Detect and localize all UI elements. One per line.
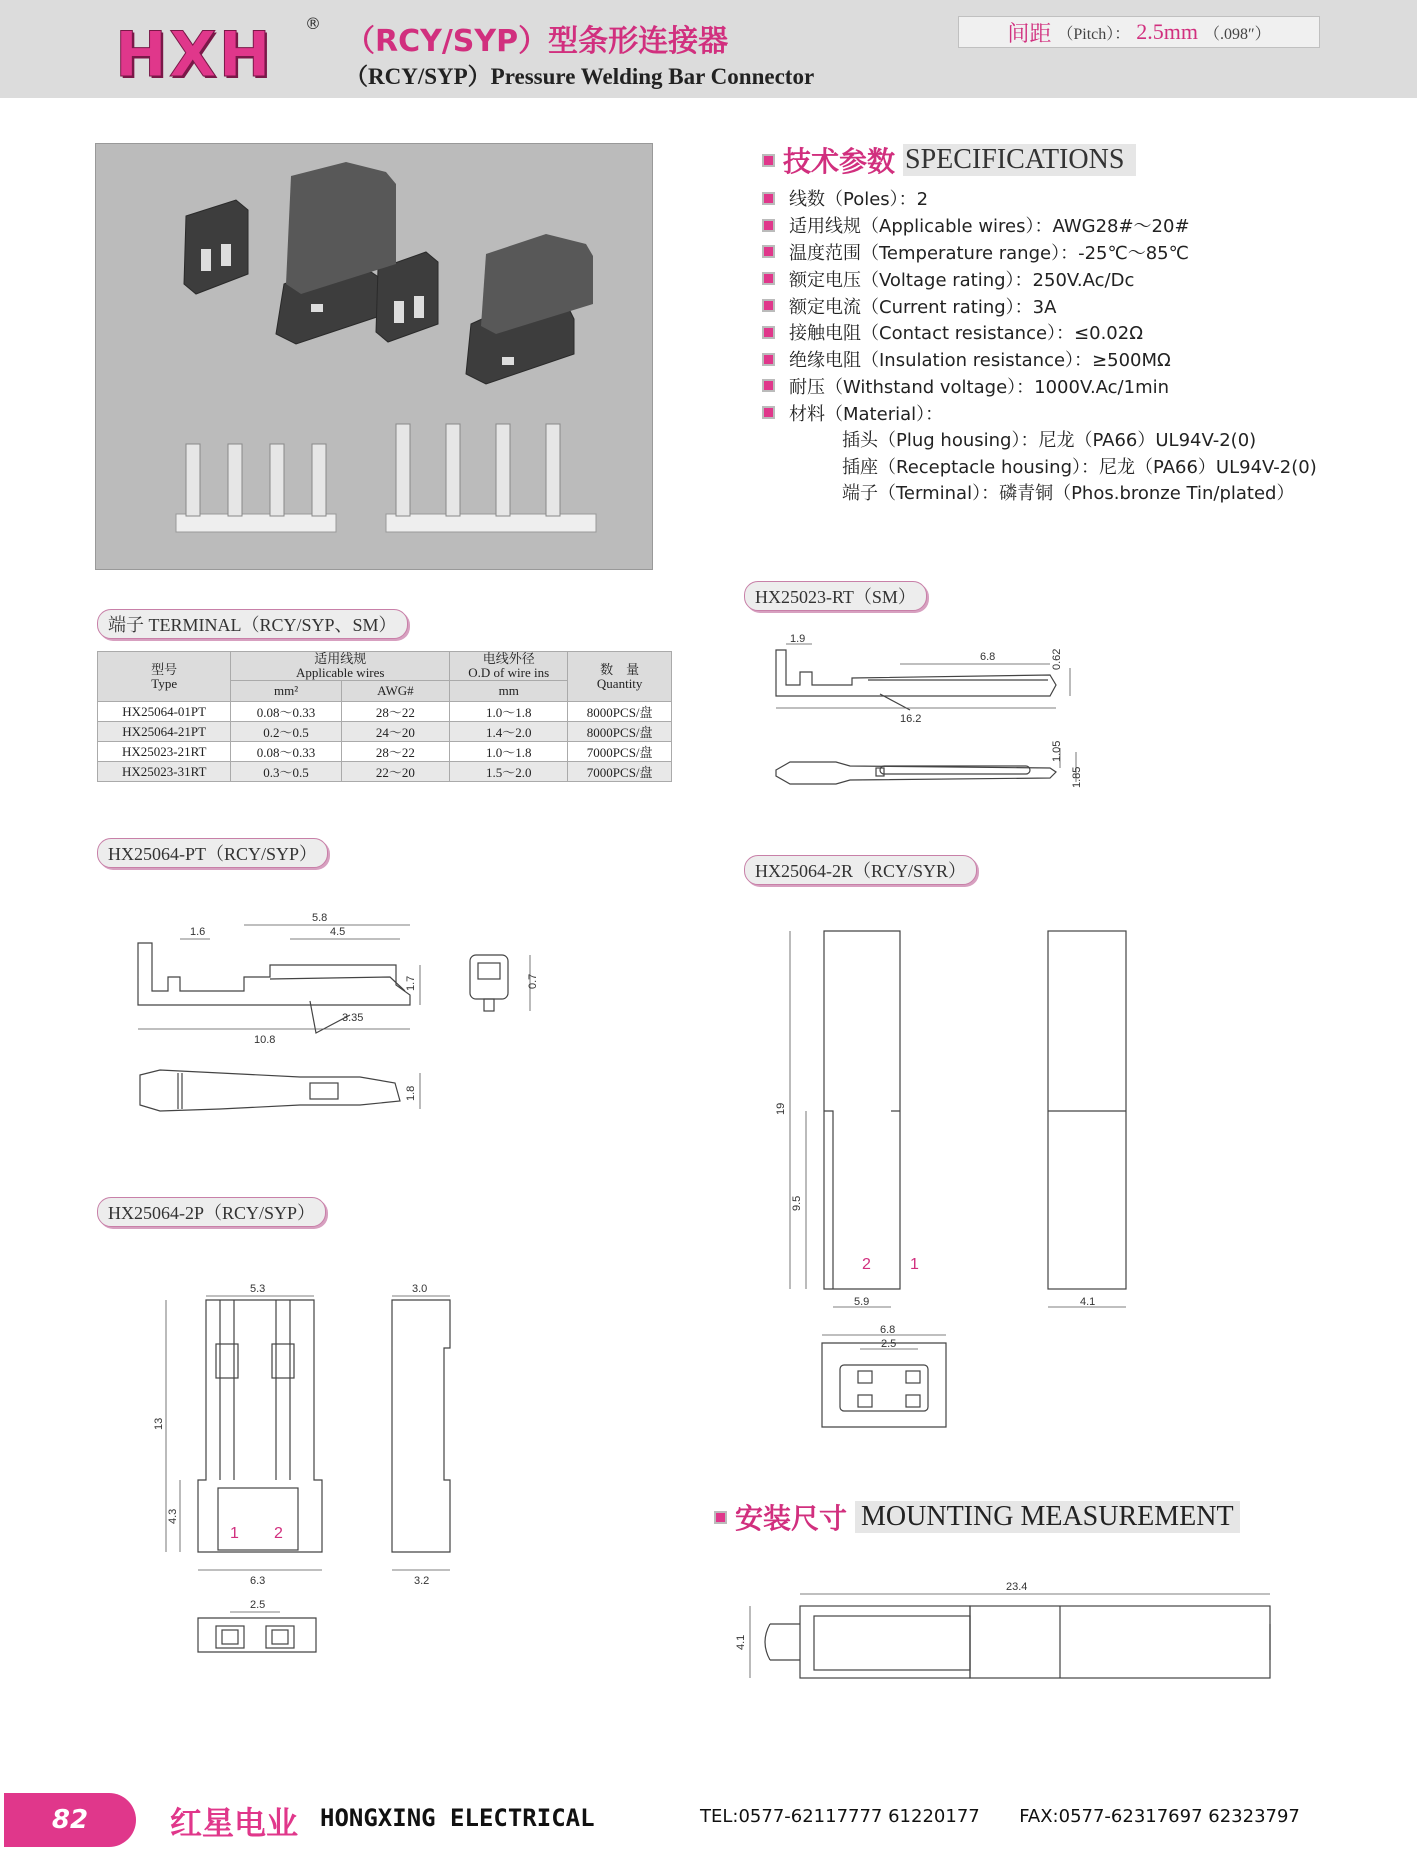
bullet-icon xyxy=(762,299,775,312)
spec-title-cn: 技术参数 xyxy=(783,145,896,178)
material-plug: 插头（Plug housing）：尼龙（PA66）UL94V-2(0) xyxy=(842,430,1257,451)
dim-mount-2: 4.1 xyxy=(735,1634,747,1650)
registered-mark: ® xyxy=(305,14,321,33)
mount-title-en: MOUNTING MEASUREMENT xyxy=(855,1501,1240,1533)
dim-2p-4: 4.3 xyxy=(167,1508,179,1524)
bullet-icon xyxy=(762,406,775,419)
spec-row xyxy=(762,346,1190,373)
dim-2r-1: 19 xyxy=(775,1102,787,1115)
spec-row xyxy=(762,185,1190,212)
dim-rt-1: 1.9 xyxy=(790,633,806,645)
table-row: HX25064-01PT 0.08～0.33 28～22 1.0～1.8 8000PCS/盘 xyxy=(98,702,672,722)
dim-rt-4: 16.2 xyxy=(900,713,922,725)
dim-rt-6: 1.85 xyxy=(1071,766,1083,788)
bullet-icon xyxy=(762,192,775,205)
bullet-icon xyxy=(762,379,775,392)
th-qty: 数 量 Quantity xyxy=(568,652,672,702)
dim-pt-2: 1.6 xyxy=(190,926,206,938)
spec-row xyxy=(762,319,1190,346)
drawing-2r xyxy=(770,925,1140,1455)
spec-text: 绝缘电阻（Insulation resistance）：≥500MΩ xyxy=(789,350,1171,372)
th-type: 型号 Type xyxy=(98,652,231,702)
pin-1-label: 1 xyxy=(910,1256,919,1273)
dim-pt-6: 3.35 xyxy=(342,1012,364,1024)
dim-2r-6: 2.5 xyxy=(881,1338,897,1350)
drawing-pt xyxy=(120,905,560,1145)
pin-1-label: 1 xyxy=(230,1525,239,1542)
spec-row xyxy=(762,399,1190,426)
material-terminal: 端子（Terminal）：磷青铜（Phos.bronze Tin/plated） xyxy=(842,483,1295,504)
dim-2r-3: 5.9 xyxy=(854,1296,870,1308)
spec-title-en: SPECIFICATIONS xyxy=(903,144,1136,176)
brand-logo: HXH xyxy=(115,18,273,91)
dim-pt-1: 5.8 xyxy=(312,912,328,924)
spec-row xyxy=(762,212,1190,239)
pitch-inch: （.098″） xyxy=(1203,25,1271,43)
spec-text: 材料（Material）： xyxy=(789,403,944,425)
dim-2p-1: 5.3 xyxy=(250,1283,266,1295)
dim-rt-2: 6.8 xyxy=(980,651,996,663)
spec-row xyxy=(762,239,1190,266)
spec-title xyxy=(762,140,1136,180)
dim-2p-3: 13 xyxy=(153,1417,165,1430)
dim-rt-3: 0.62 xyxy=(1051,648,1063,670)
material-receptacle: 插座（Receptacle housing）：尼龙（PA66）UL94V-2(0) xyxy=(842,456,1317,478)
table-row: HX25023-31RT 0.3～0.5 22～20 1.5～2.0 7000PCS/盘 xyxy=(98,762,672,782)
material-list xyxy=(842,426,1317,506)
spec-text: 适用线规（Applicable wires）：AWG28#～20# xyxy=(789,216,1190,238)
dim-pt-7: 10.8 xyxy=(254,1034,276,1046)
mount-title-cn: 安装尺寸 xyxy=(735,1502,848,1535)
bullet-icon xyxy=(714,1511,727,1524)
dim-rt-5: 1.05 xyxy=(1051,740,1063,762)
bullet-icon xyxy=(762,353,775,366)
pin-2-label: 2 xyxy=(862,1256,871,1273)
dim-mount-1: 23.4 xyxy=(1006,1581,1028,1593)
label-2p: HX25064-2P（RCY/SYP） xyxy=(97,1197,326,1227)
dim-pt-8: 1.8 xyxy=(405,1085,417,1101)
drawing-mount xyxy=(730,1580,1290,1700)
dim-2p-2: 3.0 xyxy=(412,1283,428,1295)
fax: FAX:0577-62317697 62323797 xyxy=(1019,1806,1300,1827)
bullet-icon xyxy=(762,245,775,258)
spec-row xyxy=(762,292,1190,319)
dim-2p-7: 2.5 xyxy=(250,1599,266,1611)
mount-title xyxy=(714,1497,1240,1537)
spec-text: 温度范围（Temperature range）：-25℃～85℃ xyxy=(789,242,1189,264)
page-number: 82 xyxy=(4,1793,136,1847)
label-2r: HX25064-2R（RCY/SYR） xyxy=(744,855,977,885)
dim-2p-5: 6.3 xyxy=(250,1575,266,1587)
dim-2r-2: 9.5 xyxy=(791,1195,803,1211)
pitch-label-en: （Pitch）： xyxy=(1057,25,1131,43)
table-row: HX25064-21PT 0.2～0.5 24～20 1.4～2.0 8000PCS/盘 xyxy=(98,722,672,742)
spec-row xyxy=(762,373,1190,400)
dim-pt-3: 4.5 xyxy=(330,926,346,938)
th-od: 电线外径 O.D of wire ins xyxy=(450,652,568,681)
title-english: （RCY/SYP）Pressure Welding Bar Connector xyxy=(345,64,815,89)
company-name-cn: 红星电业 xyxy=(170,1804,299,1842)
th-mm2: mm² xyxy=(231,681,341,702)
spec-row xyxy=(762,265,1190,292)
spec-text: 耐压（Withstand voltage）：1000V.Ac/1min xyxy=(789,376,1170,398)
pitch-value: 2.5mm xyxy=(1136,19,1198,44)
dim-2r-5: 6.8 xyxy=(880,1324,896,1336)
dim-2p-6: 3.2 xyxy=(414,1575,430,1587)
dim-pt-4: 1.7 xyxy=(405,975,417,991)
label-rt-sm: HX25023-RT（SM） xyxy=(744,581,927,611)
spec-text: 额定电流（Current rating）：3A xyxy=(789,296,1057,318)
dim-2r-4: 4.1 xyxy=(1080,1296,1096,1308)
bullet-icon xyxy=(762,154,775,167)
contact-line xyxy=(700,1806,1300,1827)
product-photo xyxy=(95,143,653,570)
spec-text: 接触电阻（Contact resistance）：≤0.02Ω xyxy=(789,323,1143,345)
th-awg: AWG# xyxy=(341,681,449,702)
drawing-rt-sm xyxy=(760,630,1090,810)
telephone: TEL:0577-62117777 61220177 xyxy=(700,1806,980,1827)
drawing-2p xyxy=(150,1280,470,1660)
dim-pt-5: 0.7 xyxy=(527,973,539,989)
table-row: HX25023-21RT 0.08～0.33 28～22 1.0～1.8 7000PCS/盘 xyxy=(98,742,672,762)
pitch-box xyxy=(958,16,1320,48)
th-wires: 适用线规 Applicable wires xyxy=(231,652,450,681)
company-name-en: HONGXING ELECTRICAL xyxy=(320,1804,595,1832)
label-pt: HX25064-PT（RCY/SYP） xyxy=(97,838,328,868)
spec-list xyxy=(762,185,1190,426)
product-photo-art xyxy=(96,144,652,569)
spec-text: 额定电压（Voltage rating）：250V.Ac/Dc xyxy=(789,269,1135,291)
terminal-table xyxy=(97,651,672,782)
spec-text: 线数（Poles）：2 xyxy=(789,189,929,211)
bullet-icon xyxy=(762,326,775,339)
terminal-table-label: 端子 TERMINAL（RCY/SYP、SM） xyxy=(97,609,408,639)
title-chinese: （RCY/SYP）型条形连接器 xyxy=(345,24,729,59)
pin-2-label: 2 xyxy=(274,1525,283,1542)
bullet-icon xyxy=(762,219,775,232)
bullet-icon xyxy=(762,272,775,285)
pitch-label-cn: 间距 xyxy=(1007,21,1052,47)
th-od-unit: mm xyxy=(450,681,568,702)
